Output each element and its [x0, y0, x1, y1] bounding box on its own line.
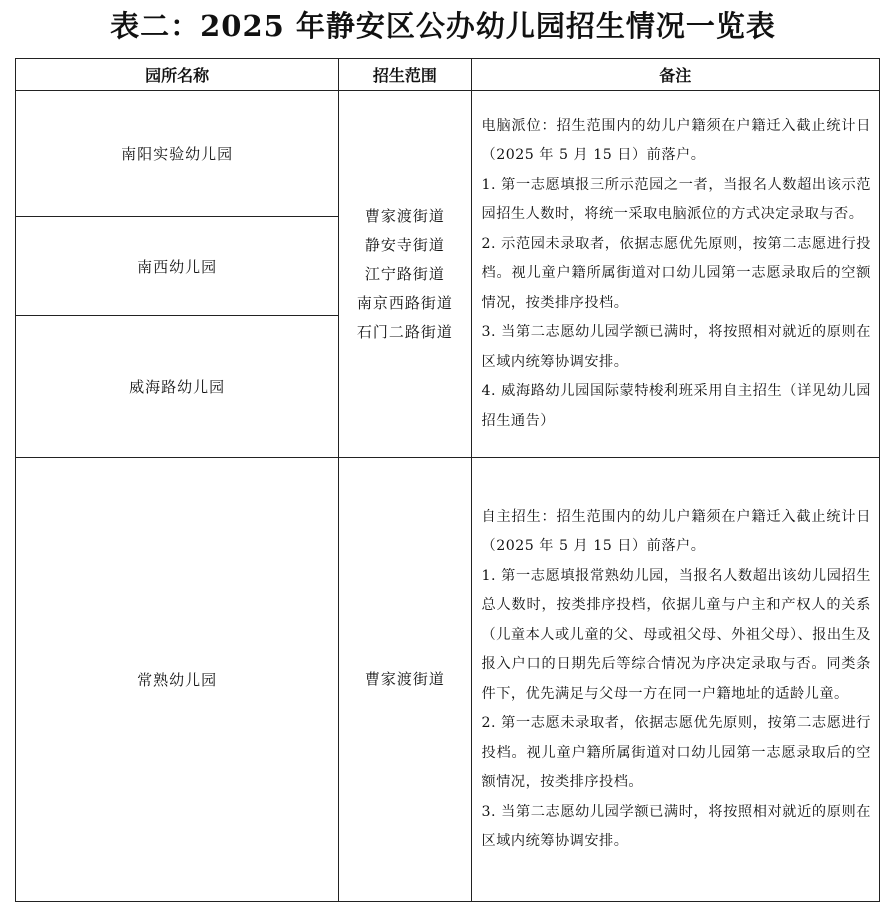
note-paragraph: 1. 第一志愿填报常熟幼儿园，当报名人数超出该幼儿园招生总人数时，按类排序投档，依据儿童与户主和产权人的关系（儿童本人或儿童的父、母或祖父母、外祖父母）、报出生及报入户口的日期先后等综合情况为序决定录取与否。同类条件下，优先满足与父母一方在同一户籍地址的适龄儿童。 — [481, 567, 871, 702]
page-title: 表二：2025 年静安区公办幼儿园招生情况一览表 — [110, 9, 776, 43]
note-paragraph: 2. 第一志愿未录取者，依据志愿优先原则，按第二志愿进行投档。视儿童户籍所属街道对口幼儿园第一志愿录取后的空额情况，按类排序投档。 — [481, 715, 871, 790]
kindergarten-name: 威海路幼儿园 — [16, 316, 339, 458]
note-paragraph: 1. 第一志愿填报三所示范园之一者，当报名人数超出该示范园招生人数时，将统一采取电脑派位的方式决定录取与否。 — [481, 176, 871, 223]
kindergarten-name: 南西幼儿园 — [16, 217, 339, 316]
note-paragraph: 自主招生：招生范围内的幼儿户籍须在户籍迁入截止统计日（2025 年 5 月 15 日）前落户。 — [481, 508, 871, 554]
note-paragraph: 电脑派位：招生范围内的幼儿户籍须在户籍迁入截止统计日（2025 年 5 月 15 日）前落户。 — [481, 117, 871, 164]
table-row — [16, 458, 880, 902]
note-paragraph: 4. 威海路幼儿园国际蒙特梭利班采用自主招生（详见幼儿园招生通告） — [481, 383, 871, 429]
note-cell — [471, 91, 880, 458]
enrollment-scope — [339, 91, 471, 458]
enrollment-table — [15, 58, 880, 902]
scope-street: 江宁路街道 — [364, 264, 445, 283]
table-header-row — [16, 59, 880, 91]
scope-street: 石门二路街道 — [356, 322, 453, 341]
scope-street: 南京西路街道 — [356, 293, 453, 312]
kindergarten-name: 南阳实验幼儿园 — [16, 91, 339, 217]
scope-street: 曹家渡街道 — [364, 206, 445, 225]
kindergarten-name: 常熟幼儿园 — [16, 458, 339, 902]
header-scope: 招生范围 — [339, 59, 471, 91]
header-name: 园所名称 — [16, 59, 339, 91]
header-note: 备注 — [471, 59, 880, 91]
scope-street: 静安寺街道 — [364, 235, 445, 254]
note-paragraph: 3. 当第二志愿幼儿园学额已满时，将按照相对就近的原则在区域内统筹协调安排。 — [481, 324, 871, 370]
table-row — [16, 91, 880, 217]
enrollment-scope: 曹家渡街道 — [339, 458, 471, 902]
note-cell — [471, 458, 880, 902]
note-paragraph: 3. 当第二志愿幼儿园学额已满时，将按照相对就近的原则在区域内统筹协调安排。 — [481, 803, 871, 849]
note-paragraph: 2. 示范园未录取者，依据志愿优先原则，按第二志愿进行投档。视儿童户籍所属街道对口幼儿园第一志愿录取后的空额情况，按类排序投档。 — [481, 235, 871, 311]
